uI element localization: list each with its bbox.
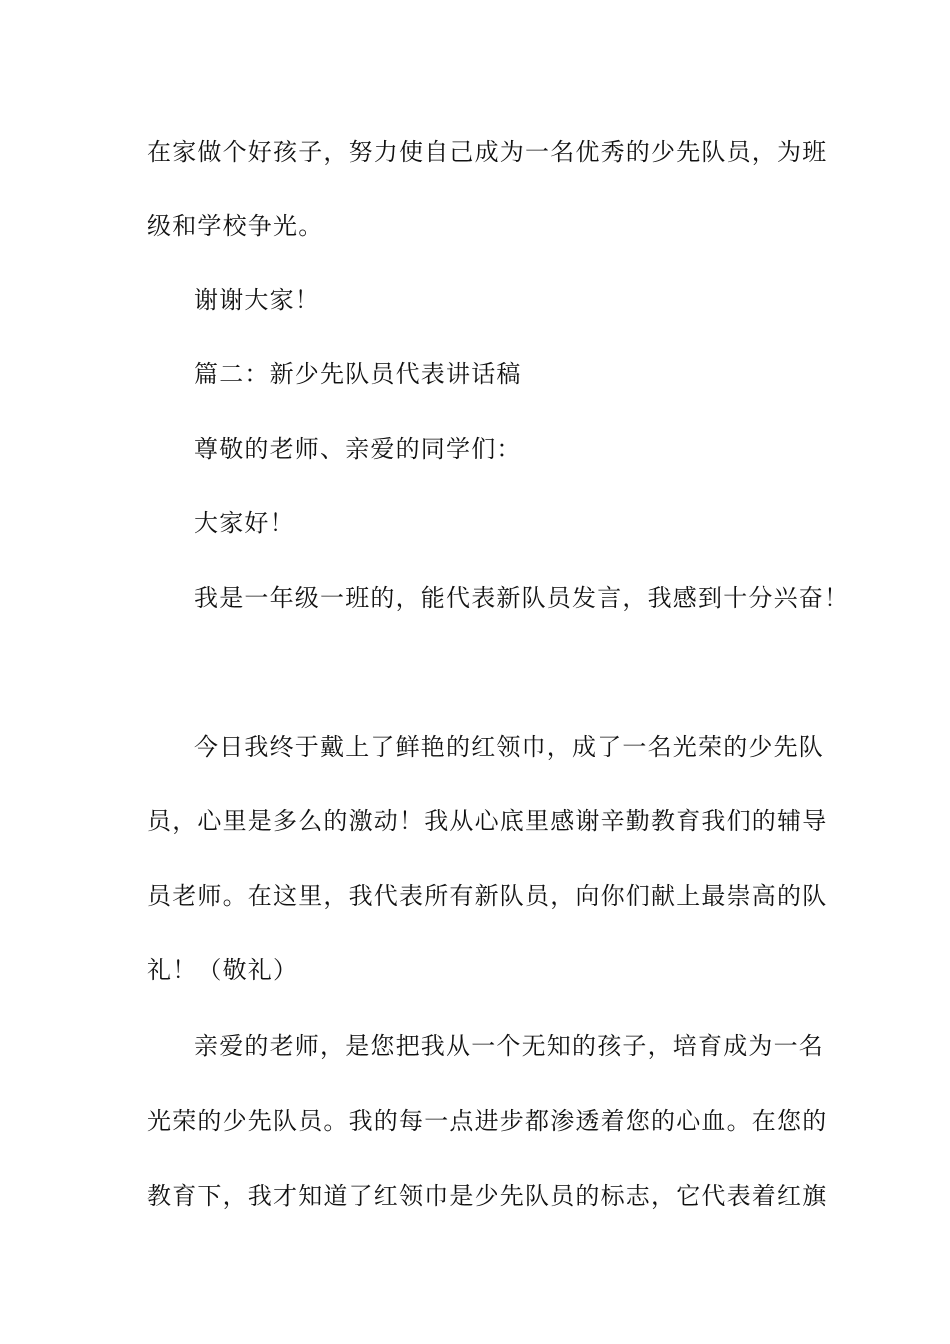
greeting: 大家好！	[194, 509, 295, 537]
paragraph-line: 员，心里是多么的激动！我从心底里感谢辛勤教育我们的辅导	[147, 807, 828, 835]
paragraph-line: 礼！（敬礼）	[147, 956, 299, 984]
paragraph-line: 亲爱的老师，是您把我从一个无知的孩子，培育成为一名	[194, 1032, 824, 1060]
paragraph-line: 教育下，我才知道了红领巾是少先队员的标志，它代表着红旗	[147, 1182, 828, 1210]
section-heading: 篇二：新少先队员代表讲话稿	[194, 360, 522, 388]
paragraph-line: 光荣的少先队员。我的每一点进步都渗透着您的心血。在您的	[147, 1107, 828, 1135]
closing-thanks: 谢谢大家！	[194, 286, 320, 314]
paragraph-line: 今日我终于戴上了鲜艳的红领巾，成了一名光荣的少先队	[194, 733, 824, 761]
paragraph-line: 我是一年级一班的，能代表新队员发言，我感到十分兴奋！	[194, 584, 850, 612]
paragraph-line: 级和学校争光。	[147, 212, 324, 240]
paragraph-line: 员老师。在这里，我代表所有新队员，向你们献上最崇高的队	[147, 882, 828, 910]
salutation: 尊敬的老师、亲爱的同学们：	[194, 435, 522, 463]
paragraph-line: 在家做个好孩子，努力使自己成为一名优秀的少先队员，为班	[147, 138, 828, 166]
